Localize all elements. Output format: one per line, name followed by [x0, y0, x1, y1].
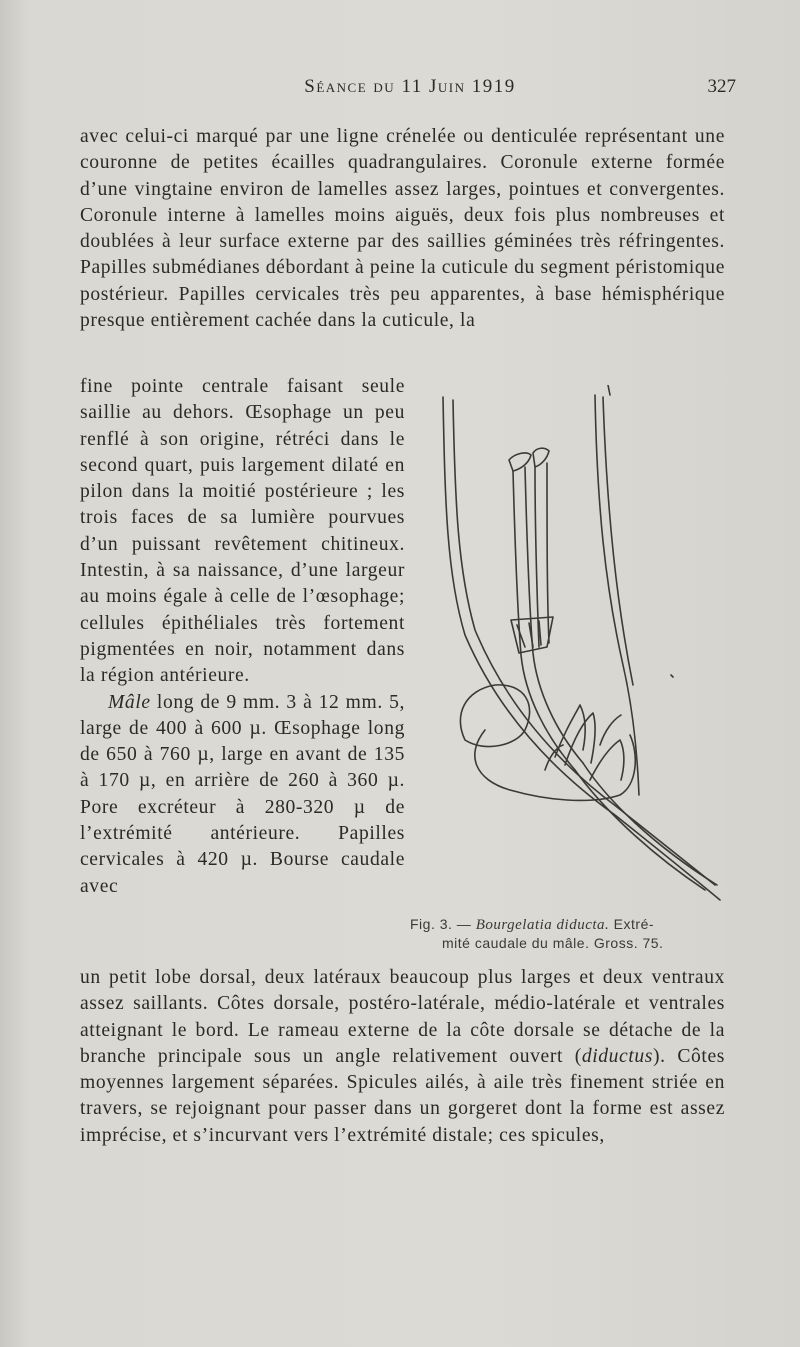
paragraph-top: avec celui-ci marqué par une ligne crénelée ou denticulée représentant une couronne de petites écailles quadrangulaires. Coronule externe formée d’une vingtaine environ de lamelles assez larges, pointues et convergentes. Coronule interne à lamelles moins aiguës, deux fois plus nombreuses et doublées à leur surface externe par des saillies géminées très réfringentes. Papilles submédianes débordant à peine la cuticule du segment péristomique postérieur. Papilles cervicales très peu apparentes, à base hémisphérique presque entièrement cachée dans la cuticule, la — [80, 126, 725, 332]
spicule-shaft-1 — [513, 471, 575, 770]
page-header — [80, 76, 740, 106]
paragraph-bottom-italic: diductus — [581, 1045, 654, 1067]
male-text: long de 9 mm. 3 à 12 mm. 5, large de 400 à 600 µ. Œsophage long de 650 à 760 µ, large en avant de 135 à 170 µ, en arrière de 260 à 360 µ. Pore excréteur à 280-320 µ de l’extrémité antérieure. Papilles cervicales à 420 µ. Bourse caudale avec — [80, 691, 405, 897]
figure-drawing — [425, 385, 735, 915]
caption-rest-2: mité caudale du mâle. Gross. 75. — [442, 935, 664, 951]
caption-prefix: Fig. 3. — — [410, 916, 476, 932]
bursal-ray-5 — [600, 715, 621, 745]
spicule-head-left — [509, 453, 531, 471]
paragraph-bottom — [80, 965, 725, 1149]
paragraph-bottom-before: un petit lobe dorsal, deux latéraux beaucoup plus larges et deux ventraux assez saillants. Côtes dorsale, postéro-latérale, médio-latérale et ventrales atteignant le bord. Le rameau externe de la côte dorsale se détache de la branche principale sous un angle relativement ouvert ( — [80, 967, 725, 1067]
running-head: Séance du 11 Juin 1919 — [304, 76, 516, 97]
page-number: 327 — [707, 76, 736, 97]
figure-caption — [410, 915, 740, 952]
caption-rest-1: Extré- — [609, 916, 655, 932]
paragraph-bottom-after: ). Côtes moyennes largement séparées. Spicules ailés, à aile très finement striée en travers, se rejoignant pour passer dans un gorgeret dont la forme est assez imprécise, et s’incurvant vers l’extrémité distale; ces spicules, — [80, 1045, 725, 1146]
spicule-shaft-3 — [535, 467, 539, 647]
caption-species: Bourgelatia diducta. — [475, 917, 610, 933]
paragraph-narrow-1: fine pointe centrale faisant seule saillie au dehors. Œsophage un peu renflé à son origine, rétréci dans le second quart, puis largement dilaté en pilon dans la moitié postérieure ; les trois faces de sa lumière pourvues d’un puissant revêtement chitineux. Intestin, à sa naissance, d’une largeur au moins égale à celle de l’œsophage; cellules épithéliales très fortement pigmentées en noir, notamment dans la région antérieure. — [80, 376, 405, 687]
paragraph-narrow — [80, 374, 405, 900]
body-wall-left-inner — [453, 400, 715, 885]
spicule-shaft-4 — [547, 463, 549, 643]
bursal-ray-2 — [565, 713, 595, 765]
figure-3 — [425, 385, 735, 915]
bursa-lobe-left — [460, 685, 529, 747]
body-wall-left-outer — [443, 397, 720, 900]
body-wall-right-outer — [595, 395, 639, 795]
bursal-ray-4 — [590, 740, 624, 780]
male-label: Mâle — [108, 691, 151, 713]
male-paragraph — [80, 690, 405, 900]
spicule-shaft-2 — [525, 467, 583, 763]
